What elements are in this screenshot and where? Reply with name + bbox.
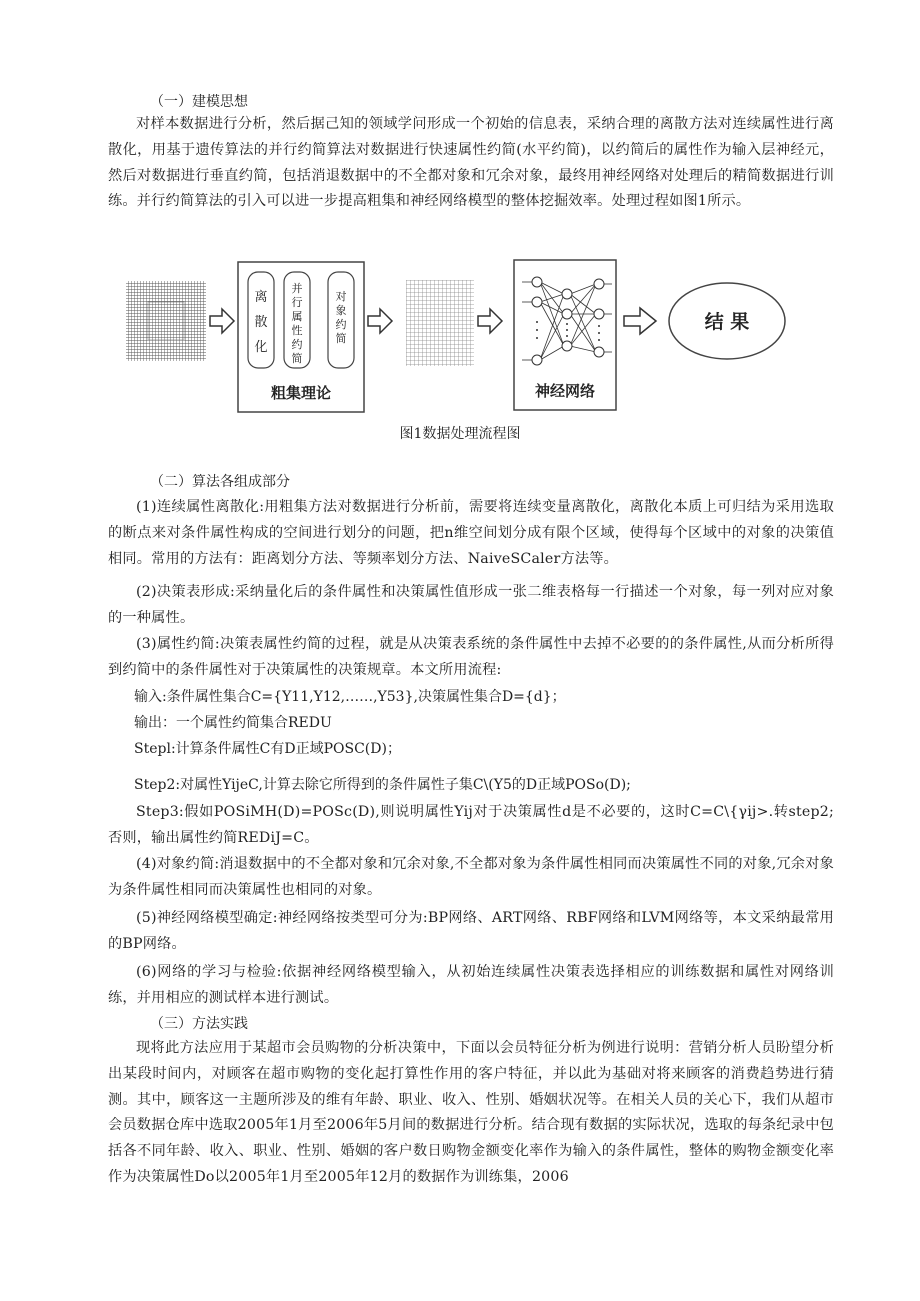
paragraph-practice: 现将此方法应用于某超市会员购物的分析决策中，下面以会员特征分析为例进行说明：营销分析人员盼望分析出某段时间内，对顾客在超市购物的变化起打算性作用的客户特征，并以此为基础对将来顾客的消费趋势进行猜测。其中，顾客这一主题所涉及的维有年龄、职业、收入、性别、婚姻状况等。在相关人员的关心下，我们从超市会员数据仓库中选取2005年1月至2006年5月间的数据进行分析。结合现有数据的实际状况，选取的每条纪录中包括各不同年龄、收入、职业、性别、婚姻的客户数日购物金额变化率作为输入的条件属性，整体的购物金额变化率作为决策属性Do以2005年1月至2005年12月的数据作为训练集，2006 [108, 1040, 834, 1185]
parallel-char-3: 属 [291, 310, 303, 323]
parallel-char-1: 并 [291, 282, 303, 295]
section-heading-practice: （三）方法实践 [150, 1016, 248, 1032]
arrow-icon [624, 308, 656, 334]
parallel-char-2: 行 [291, 296, 303, 309]
algorithm-step3-paragraph: Step3:假如POSiMH(D)=POSc(D),则说明属性Yij对于决策属性d是不必要的，这时C=C\{γij>.转step2;否则，输出属性约简REDiJ=C。 [108, 804, 834, 846]
parallel-char-6: 简 [291, 352, 303, 365]
object-char-2: 象 [335, 304, 347, 317]
arrow-icon [368, 309, 392, 333]
flow-diagram [122, 256, 822, 416]
algorithm-input-line: 输入:条件属性集合C={Y11,Y12,……,Y53},决策属性集合D={d}； [134, 689, 566, 705]
paragraph-discretization: (1)连续属性离散化:用粗集方法对数据进行分析前，需要将连续变量离散化，离散化本质上可归结为采用选取的断点来对条件属性构成的空间进行划分的问题，把n维空间划分成有限个区域，使得每个区域中的对象的决策值相同。常用的方法有：距离划分方法、等频率划分方法、NaiveSCaler方法等。 [108, 499, 834, 567]
paragraph-network-model: (5)神经网络模型确定:神经网络按类型可分为:BP网络、ART网络、RBF网络和LVM网络等，本文采纳最常用的BP网络。 [108, 910, 834, 952]
paragraph-network-training: (6)网络的学习与检验:依据神经网络模型输入，从初始连续属性决策表选择相应的训练数据和属性对网络训练，并用相应的测试样本进行测试。 [108, 964, 834, 1006]
result-label: 结 果 [704, 311, 750, 333]
reduced-data-grid [406, 280, 474, 366]
object-char-3: 约 [335, 318, 347, 331]
object-char-4: 简 [335, 332, 347, 345]
object-char-1: 对 [335, 290, 347, 303]
rough-set-label: 粗集理论 [270, 384, 332, 402]
parallel-char-4: 性 [291, 324, 303, 337]
paragraph-attribute-reduction: (3)属性约简:决策表属性约简的过程，就是从决策表系统的条件属性中去掉不必要的的条件属性,从而分析所得到约简中的条件属性对于决策属性的决策规章。本文所用流程: [108, 636, 834, 678]
figure-caption: 图1数据处理流程图 [399, 426, 521, 442]
figure-processing-flow [122, 256, 822, 416]
section-heading-modeling: （一）建模思想 [150, 94, 248, 110]
discretize-char-2: 散 [254, 315, 268, 330]
arrow-icon [210, 309, 234, 333]
paragraph-modeling: 对样本数据进行分析，然后据己知的领域学问形成一个初始的信息表，采纳合理的离散方法对连续属性进行离散化，用基于遗传算法的并行约简算法对数据进行快速属性约简(水平约简)，以约简后的属性作为输入层神经元，然后对数据进行垂直约简，包括消退数据中的不全都对象和冗余对象，最终用神经网络对处理后的精简数据进行训练。并行约简算法的引入可以进一步提高粗集和神经网络模型的整体挖掘效率。处理过程如图1所示。 [108, 116, 834, 210]
discretize-char-3: 化 [254, 340, 268, 355]
arrow-icon [478, 309, 502, 333]
paragraph-object-reduction: (4)对象约简:消退数据中的不全都对象和冗余对象,不全都对象为条件属性相同而决策属性不同的对象,冗余对象为条件属性相同而决策属性也相同的对象。 [108, 856, 834, 898]
section-heading-algorithm: （二）算法各组成部分 [150, 474, 290, 490]
parallel-char-5: 约 [291, 338, 303, 351]
paragraph-decision-table: (2)决策表形成:采纳量化后的条件属性和决策属性值形成一张二维表格每一行描述一个对象，每一列对应对象的一种属性。 [108, 584, 834, 626]
discretize-char-1: 离 [254, 290, 268, 305]
raw-data-grid [126, 281, 206, 361]
neural-network-label: 神经网络 [534, 382, 596, 400]
algorithm-output-line: 输出：一个属性约简集合REDU [134, 715, 332, 731]
algorithm-step1-line: Stepl:计算条件属性C有D正域POSC(D)； [134, 741, 401, 757]
algorithm-step2-line: Step2:对属性YijeC,计算去除它所得到的条件属性子集C\(Y5的D正域POSo(D); [134, 777, 631, 793]
